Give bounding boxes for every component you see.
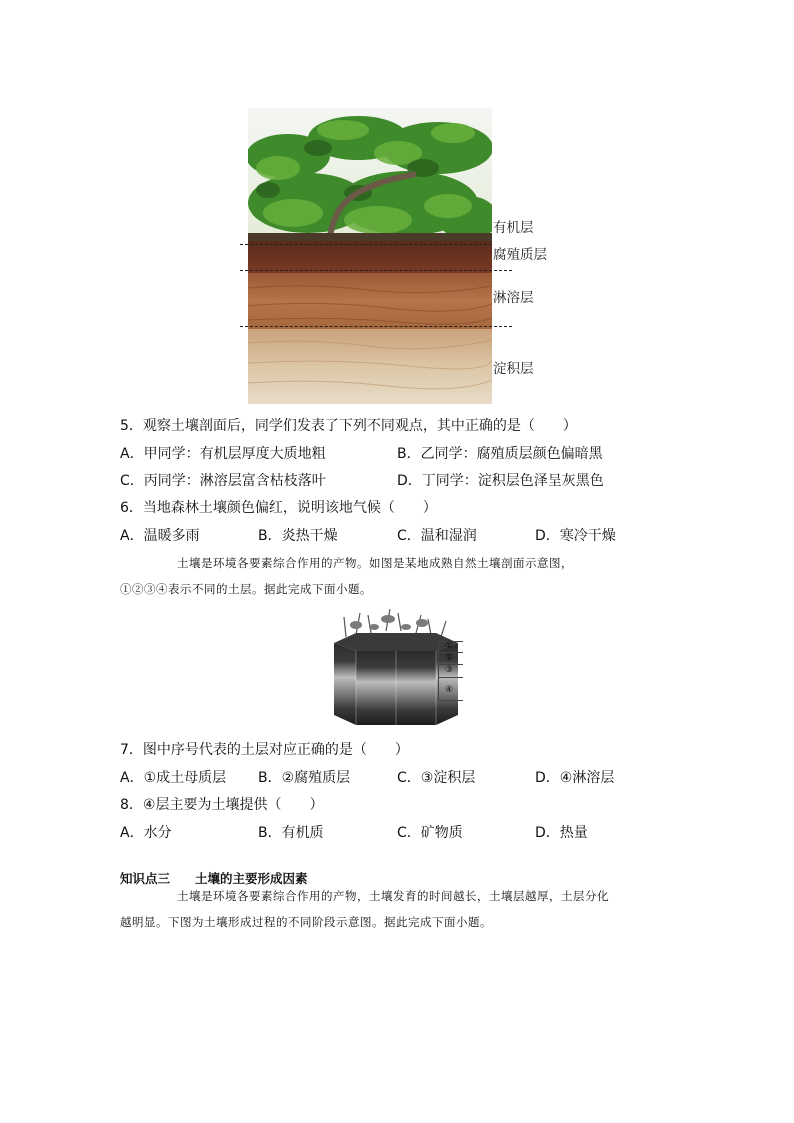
soil-layer-marker-4: ④ <box>445 685 454 695</box>
soil-profile-illustration <box>248 108 492 404</box>
question-7-option-d[interactable]: D．④淋溶层 <box>535 770 615 786</box>
label-eluvial-layer: 淋溶层 <box>493 290 534 306</box>
boundary-line-humus-eluvial <box>240 270 512 271</box>
intro-paragraph-line-1: 土壤是环境各要素综合作用的产物。如图是某地成熟自然土壤剖面示意图， <box>177 556 573 570</box>
question-6-option-d[interactable]: D．寒冷干燥 <box>535 528 616 544</box>
question-6-option-c[interactable]: C．温和湿润 <box>397 528 477 544</box>
question-5-stem: 5．观察土壤剖面后，同学们发表了下列不同观点，其中正确的是（ ） <box>120 418 577 434</box>
question-7-option-a[interactable]: A．①成土母质层 <box>120 770 227 786</box>
intro-paragraph-line-2: ①②③④表示不同的土层。据此完成下面小题。 <box>120 582 372 596</box>
question-7-stem: 7．图中序号代表的土层对应正确的是（ ） <box>120 742 409 758</box>
section-3-paragraph-line-1: 土壤是环境各要素综合作用的产物，土壤发育的时间越长，土壤层越厚，土层分化 <box>177 889 609 903</box>
question-8-option-d[interactable]: D．热量 <box>535 825 588 841</box>
section-3-paragraph-line-2: 越明显。下图为土壤形成过程的不同阶段示意图。据此完成下面小题。 <box>120 915 492 929</box>
soil-layer-marker-2: ② <box>445 653 454 663</box>
question-6-stem: 6．当地森林土壤颜色偏红，说明该地气候（ ） <box>120 500 437 516</box>
question-7-option-c[interactable]: C．③淀积层 <box>397 770 476 786</box>
question-5-option-d[interactable]: D．丁同学：淀积层色泽呈灰黑色 <box>397 473 604 489</box>
soil-layer-marker-3: ③ <box>445 665 454 675</box>
question-8-option-a[interactable]: A．水分 <box>120 825 172 841</box>
question-8-stem: 8．④层主要为土壤提供（ ） <box>120 797 324 813</box>
label-illuvial-layer: 淀积层 <box>493 361 534 377</box>
question-5-option-a[interactable]: A．甲同学：有机层厚度大质地粗 <box>120 446 326 462</box>
question-8-option-c[interactable]: C．矿物质 <box>397 825 463 841</box>
label-humus-layer: 腐殖质层 <box>493 247 547 263</box>
label-organic-layer: 有机层 <box>493 220 534 236</box>
question-6-option-b[interactable]: B．炎热干燥 <box>258 528 338 544</box>
soil-profile-photo <box>248 108 492 404</box>
question-6-option-a[interactable]: A．温暖多雨 <box>120 528 200 544</box>
soil-layer-label-box <box>438 641 463 701</box>
question-5-option-c[interactable]: C．丙同学：淋溶层富含枯枝落叶 <box>120 473 326 489</box>
question-8-option-b[interactable]: B．有机质 <box>258 825 324 841</box>
boundary-line-eluvial-illuvial <box>240 326 512 327</box>
boundary-line-organic-humus <box>240 244 492 245</box>
section-3-heading: 知识点三 土壤的主要形成因素 <box>120 871 308 886</box>
question-5-option-b[interactable]: B．乙同学：腐殖质层颜色偏暗黑 <box>397 446 603 462</box>
question-7-option-b[interactable]: B．②腐殖质层 <box>258 770 351 786</box>
soil-layer-marker-1: ① <box>445 641 454 651</box>
